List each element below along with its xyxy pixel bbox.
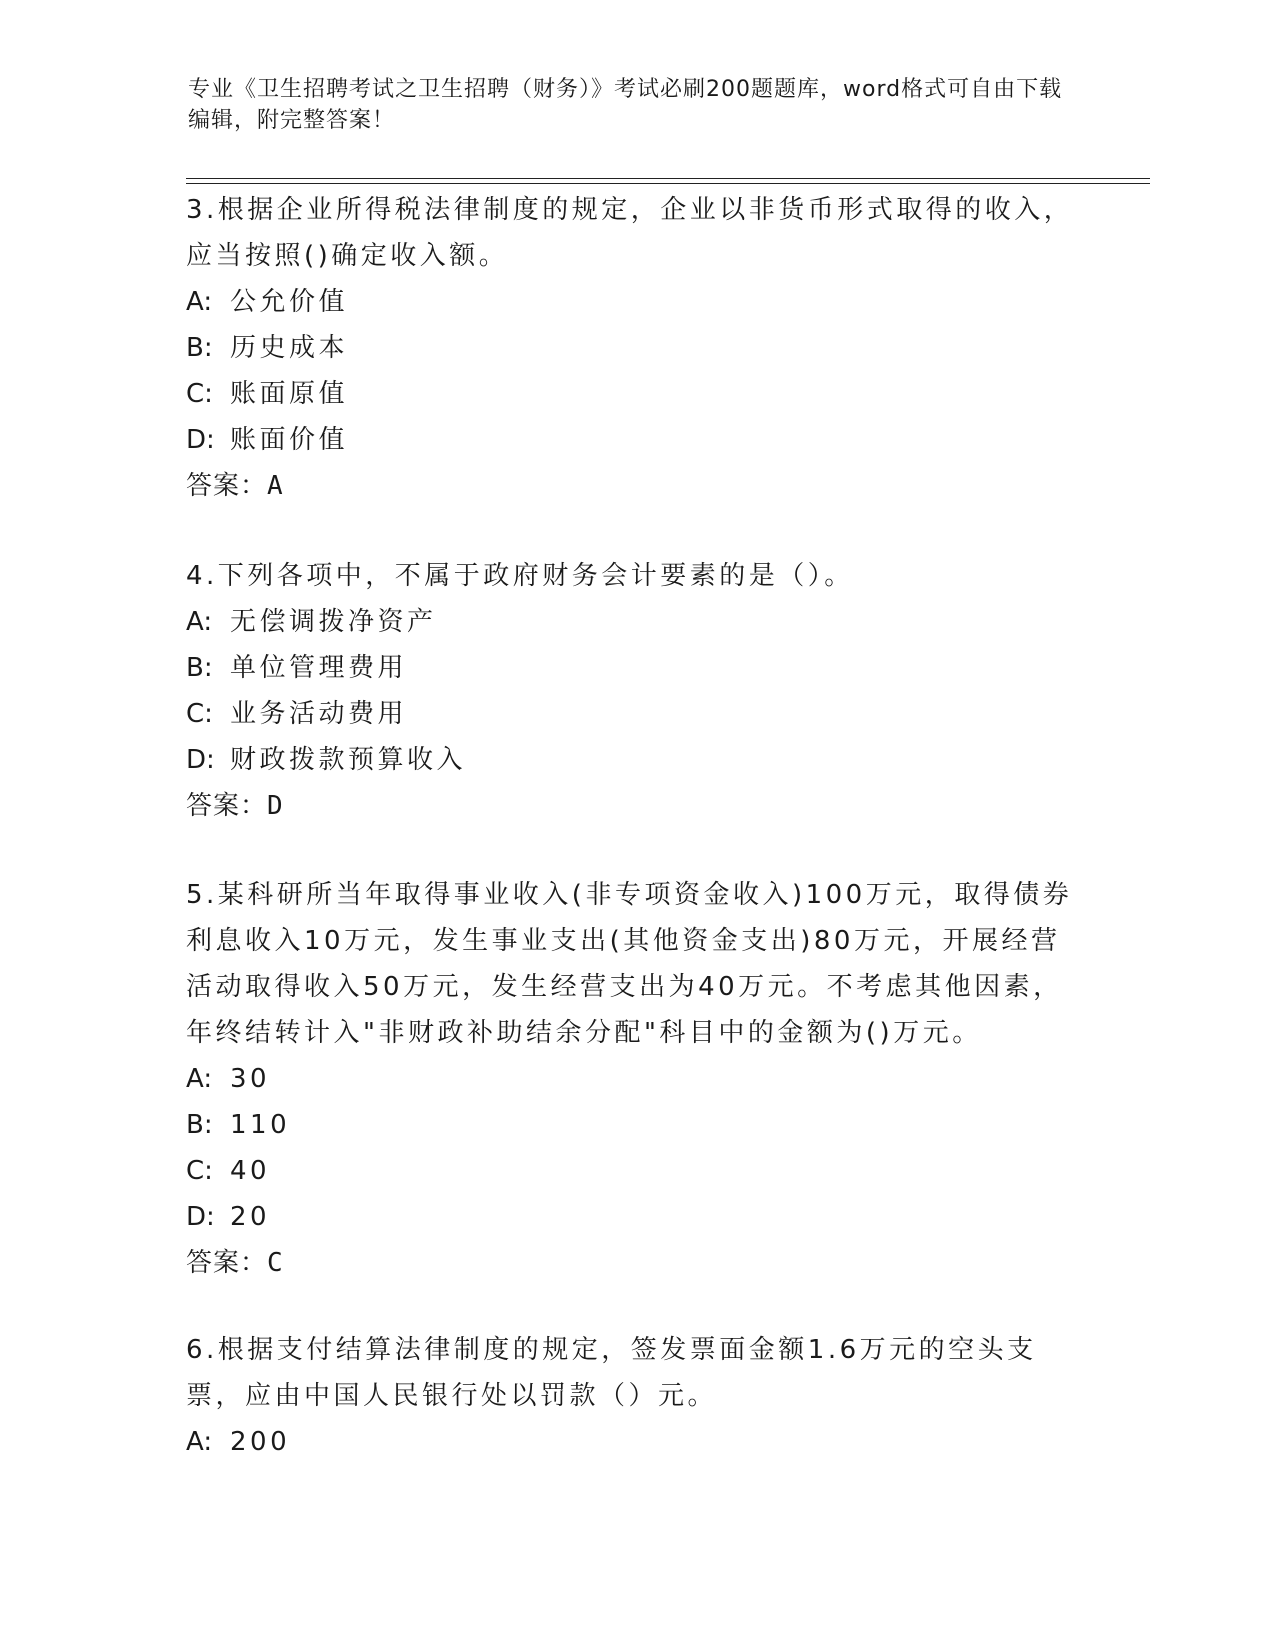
option-key: C: xyxy=(186,699,213,729)
question-stem: 4.下列各项中，不属于政府财务会计要素的是（）。 xyxy=(186,561,854,591)
option-text: 账面价值 xyxy=(230,425,349,455)
answer-line xyxy=(186,463,1086,509)
answer-value: D xyxy=(267,791,283,821)
option-key: D: xyxy=(186,745,215,775)
option-text: 历史成本 xyxy=(230,333,349,363)
option-text: 账面原值 xyxy=(230,379,349,409)
header-divider-bottom xyxy=(186,183,1150,184)
option-text: 业务活动费用 xyxy=(230,699,408,729)
answer-line xyxy=(186,783,1086,829)
option-c xyxy=(186,1148,1086,1194)
option-b xyxy=(186,1102,1086,1148)
option-text: 公允价值 xyxy=(230,287,349,317)
option-key: D: xyxy=(186,1202,215,1232)
option-key: A: xyxy=(186,1064,213,1094)
option-a xyxy=(186,1419,1086,1465)
answer-line xyxy=(186,1240,1086,1286)
option-key: B: xyxy=(186,333,213,363)
option-text: 40 xyxy=(230,1156,271,1186)
question-stem: 5.某科研所当年取得事业收入(非专项资金收入)100万元，取得债券利息收入10万元，发生事业支出(其他资金支出)80万元，开展经营活动取得收入50万元，发生经营支出为40万元。不考虑其他因素，年终结转计入"非财政补助结余分配"科目中的金额为()万元。 xyxy=(186,880,1073,1048)
option-text: 20 xyxy=(230,1202,271,1232)
option-a xyxy=(186,599,1086,645)
option-a xyxy=(186,279,1086,325)
option-c xyxy=(186,691,1086,737)
question-6 xyxy=(186,1327,1086,1465)
option-d xyxy=(186,417,1086,463)
option-key: A: xyxy=(186,1427,213,1457)
option-text: 财政拨款预算收入 xyxy=(230,745,467,775)
answer-label: 答案： xyxy=(186,471,268,501)
option-d xyxy=(186,737,1086,783)
question-3 xyxy=(186,187,1086,509)
answer-label: 答案： xyxy=(186,791,268,821)
document-header: 专业《卫生招聘考试之卫生招聘（财务）》考试必刷200题题库，word格式可自由下载编辑，附完整答案！ xyxy=(188,77,1063,133)
question-4 xyxy=(186,553,1086,829)
option-key: D: xyxy=(186,425,215,455)
option-d xyxy=(186,1194,1086,1240)
option-text: 单位管理费用 xyxy=(230,653,408,683)
option-a xyxy=(186,1056,1086,1102)
option-key: B: xyxy=(186,1110,213,1140)
question-5 xyxy=(186,872,1086,1286)
header-divider-top xyxy=(186,178,1150,179)
question-stem: 3.根据企业所得税法律制度的规定，企业以非货币形式取得的收入，应当按照()确定收入额。 xyxy=(186,195,1074,271)
option-key: A: xyxy=(186,287,213,317)
option-b xyxy=(186,325,1086,371)
answer-label: 答案： xyxy=(186,1248,268,1278)
answer-value: C xyxy=(267,1248,283,1278)
answer-value: A xyxy=(267,471,283,501)
option-key: B: xyxy=(186,653,213,683)
option-key: A: xyxy=(186,607,213,637)
option-text: 200 xyxy=(230,1427,291,1457)
option-text: 30 xyxy=(230,1064,271,1094)
option-key: C: xyxy=(186,1156,213,1186)
option-c xyxy=(186,371,1086,417)
option-text: 110 xyxy=(230,1110,291,1140)
option-b xyxy=(186,645,1086,691)
option-text: 无偿调拨净资产 xyxy=(230,607,437,637)
option-key: C: xyxy=(186,379,213,409)
question-stem: 6.根据支付结算法律制度的规定，签发票面金额1.6万元的空头支票，应由中国人民银行处以罚款（）元。 xyxy=(186,1335,1037,1411)
